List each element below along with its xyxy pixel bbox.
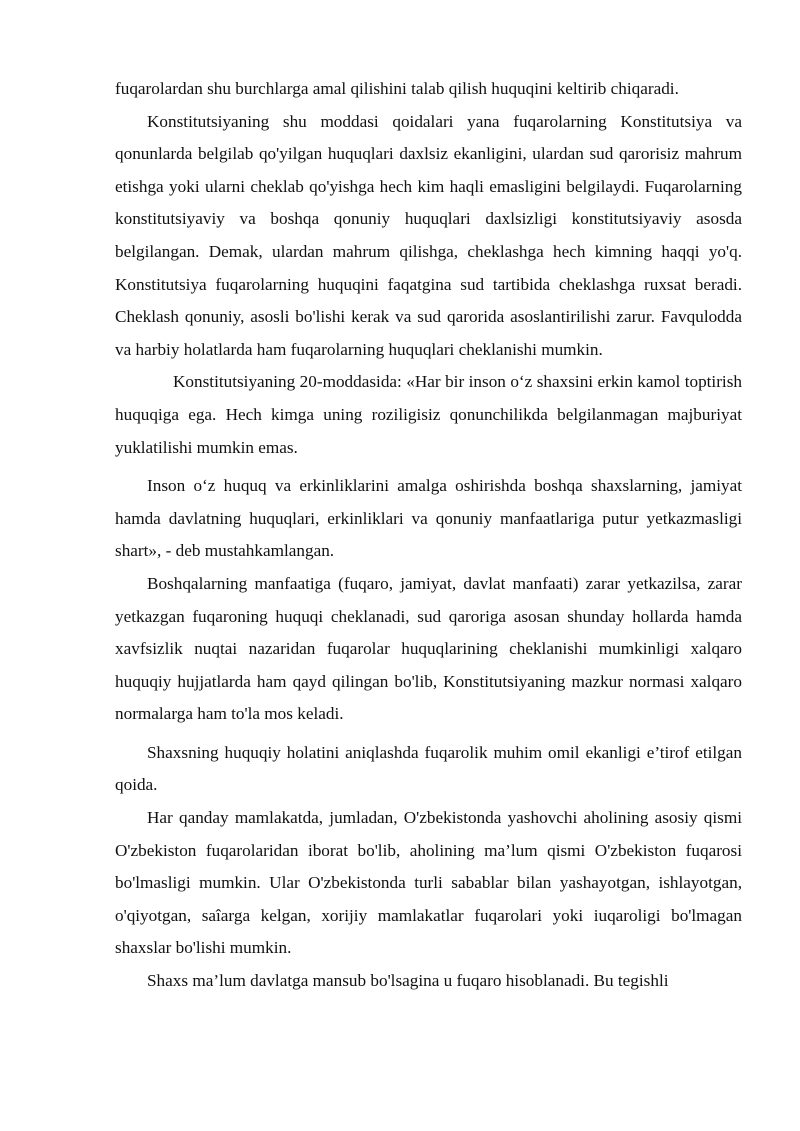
paragraph-3: Konstitutsiyaning 20-moddasida: «Har bir inson o‘z shaxsini erkin kamol toptirish huquqiga ega. Hech kimga uning roziligisiz qonunchilikda belgilanmagan majburiyat yuklatilishi mumkin emas. xyxy=(115,372,742,457)
paragraph-1: fuqarolardan shu burchlarga amal qilishini talab qilish huquqini keltirib chiqaradi. xyxy=(115,79,679,98)
paragraph-7: Har qanday mamlakatda, jumladan, O'zbekistonda yashovchi aholining asosiy qismi O'zbekiston fuqarolaridan iborat bo'lib, aholining ma’lum qismi O'zbekiston fuqarosi bo'lmasligi mumkin. Ular O'zbekistonda turli sabablar bilan yashayotgan, ishlayotgan, o'qiyotgan, saîarga kelgan, xorijiy mamlakatlar fuqarolari yoki iuqaroligi bo'lmagan shaxslar bo'lishi mumkin. xyxy=(115,808,742,958)
document-page xyxy=(115,73,742,998)
paragraph-2: Konstitutsiyaning shu moddasi qoidalari yana fuqarolarning Konstitutsiya va qonunlarda belgilab qo'yilgan huquqlari daxlsiz ekanligini, ulardan sud qarorisiz mahrum etishga yoki ularni cheklab qo'yishga hech kim haqli emasligini belgilaydi. Fuqarolarning konstitutsiyaviy va boshqa qonuniy huquqlari daxlsizligi konstitutsiyaviy asosda belgilangan. Demak, ulardan mahrum qilishga, cheklashga hech kimning haqqi yo'q. Konstitutsiya fuqarolarning huquqini faqatgina sud tartibida cheklashga ruxsat beradi. Cheklash qonuniy, asosli bo'lishi kerak va sud qarorida asoslantirilishi zarur. Favqulodda va harbiy holatlarda ham fuqarolarning huquqlari cheklanishi mumkin. xyxy=(115,111,742,359)
paragraph-8: Shaxs ma’lum davlatga mansub bo'lsagina u fuqaro hisoblanadi. Bu tegishli xyxy=(147,971,669,991)
paragraph-4: Inson o‘z huquq va erkinliklarini amalga oshirishda boshqa shaxslarning, jamiyat hamda davlatning huquqlari, erkinliklari va qonuniy manfaatlariga putur yetkazmasligi shart», - deb mustahkamlangan. xyxy=(115,476,742,561)
paragraph-5: Boshqalarning manfaatiga (fuqaro, jamiyat, davlat manfaati) zarar yetkazilsa, zarar yetkazgan fuqaroning huquqi cheklanadi, sud qaroriga asosan shunday hollarda hamda xavfsizlik nuqtai nazaridan fuqarolar huquqlarining cheklanishi mumkinligi xalqaro huquqiy hujjatlarda ham qayd qilingan bo'lib, Konstitutsiyaning mazkur normasi xalqaro normalarga ham to'la mos keladi. xyxy=(115,573,742,724)
paragraph-6: Shaxsning huquqiy holatini aniqlashda fuqarolik muhim omil ekanligi e’tirof etilgan qoida. xyxy=(115,742,742,795)
